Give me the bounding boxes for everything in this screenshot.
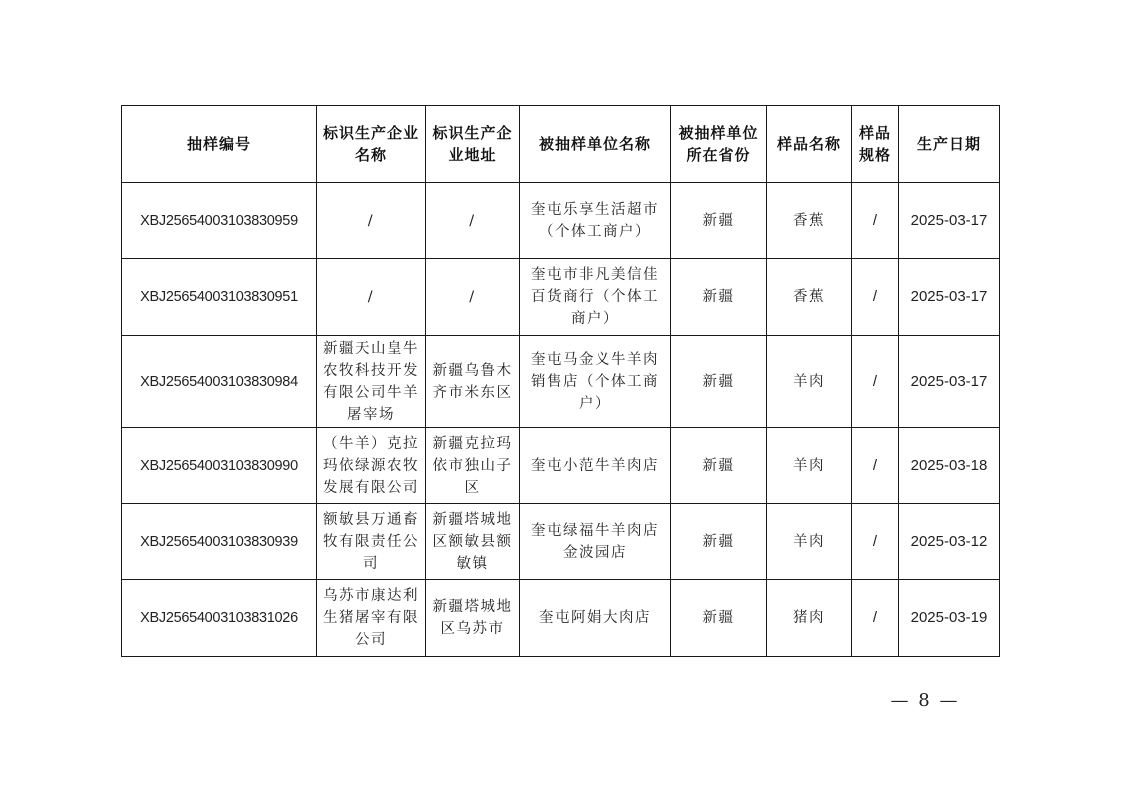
cell-production-date: 2025-03-19 <box>899 580 1000 657</box>
cell-product-name: 猪肉 <box>767 580 852 657</box>
cell-manufacturer-address: / <box>426 259 520 336</box>
cell-sampled-unit: 奎屯乐享生活超市（个体工商户） <box>520 183 671 259</box>
cell-production-date: 2025-03-12 <box>899 504 1000 580</box>
cell-manufacturer-address: 新疆乌鲁木齐市米东区 <box>426 336 520 428</box>
cell-province: 新疆 <box>671 336 767 428</box>
sampling-results-table <box>121 105 1000 657</box>
table-row <box>122 336 1000 428</box>
cell-specification: / <box>852 428 899 504</box>
cell-product-name: 羊肉 <box>767 504 852 580</box>
cell-sample-no: XBJ25654003103830959 <box>122 183 317 259</box>
cell-province: 新疆 <box>671 504 767 580</box>
cell-specification: / <box>852 259 899 336</box>
table-row <box>122 580 1000 657</box>
cell-province: 新疆 <box>671 428 767 504</box>
cell-specification: / <box>852 336 899 428</box>
cell-province: 新疆 <box>671 259 767 336</box>
cell-product-name: 羊肉 <box>767 336 852 428</box>
table-row <box>122 183 1000 259</box>
cell-manufacturer-name: （牛羊）克拉玛依绿源农牧发展有限公司 <box>317 428 426 504</box>
cell-sample-no: XBJ25654003103830984 <box>122 336 317 428</box>
header-sample-no: 抽样编号 <box>122 106 317 183</box>
cell-product-name: 香蕉 <box>767 259 852 336</box>
cell-sample-no: XBJ25654003103831026 <box>122 580 317 657</box>
cell-manufacturer-name: 新疆天山皇牛农牧科技开发有限公司牛羊屠宰场 <box>317 336 426 428</box>
cell-manufacturer-address: 新疆塔城地区额敏县额敏镇 <box>426 504 520 580</box>
cell-province: 新疆 <box>671 183 767 259</box>
cell-sampled-unit: 奎屯小范牛羊肉店 <box>520 428 671 504</box>
cell-province: 新疆 <box>671 580 767 657</box>
cell-manufacturer-address: 新疆塔城地区乌苏市 <box>426 580 520 657</box>
cell-production-date: 2025-03-17 <box>899 259 1000 336</box>
header-production-date: 生产日期 <box>899 106 1000 183</box>
page-number: — 8 — <box>890 690 960 711</box>
cell-sampled-unit: 奎屯绿福牛羊肉店金波园店 <box>520 504 671 580</box>
cell-manufacturer-name: / <box>317 183 426 259</box>
cell-manufacturer-address: 新疆克拉玛依市独山子区 <box>426 428 520 504</box>
cell-product-name: 香蕉 <box>767 183 852 259</box>
cell-product-name: 羊肉 <box>767 428 852 504</box>
cell-sampled-unit: 奎屯市非凡美信佳百货商行（个体工商户） <box>520 259 671 336</box>
header-specification: 样品规格 <box>852 106 899 183</box>
cell-manufacturer-name: 额敏县万通畜牧有限责任公司 <box>317 504 426 580</box>
header-province: 被抽样单位所在省份 <box>671 106 767 183</box>
cell-sample-no: XBJ25654003103830990 <box>122 428 317 504</box>
cell-sampled-unit: 奎屯阿娟大肉店 <box>520 580 671 657</box>
cell-sample-no: XBJ25654003103830939 <box>122 504 317 580</box>
cell-production-date: 2025-03-17 <box>899 183 1000 259</box>
header-sampled-unit: 被抽样单位名称 <box>520 106 671 183</box>
cell-manufacturer-name: 乌苏市康达利生猪屠宰有限公司 <box>317 580 426 657</box>
cell-specification: / <box>852 504 899 580</box>
header-product-name: 样品名称 <box>767 106 852 183</box>
cell-manufacturer-name: / <box>317 259 426 336</box>
table-row <box>122 504 1000 580</box>
cell-manufacturer-address: / <box>426 183 520 259</box>
cell-specification: / <box>852 580 899 657</box>
table-header-row <box>122 106 1000 183</box>
cell-specification: / <box>852 183 899 259</box>
cell-sampled-unit: 奎屯马金义牛羊肉销售店（个体工商户） <box>520 336 671 428</box>
cell-production-date: 2025-03-18 <box>899 428 1000 504</box>
header-manufacturer-name: 标识生产企业名称 <box>317 106 426 183</box>
cell-sample-no: XBJ25654003103830951 <box>122 259 317 336</box>
table-row <box>122 259 1000 336</box>
table-row <box>122 428 1000 504</box>
header-manufacturer-address: 标识生产企业地址 <box>426 106 520 183</box>
cell-production-date: 2025-03-17 <box>899 336 1000 428</box>
